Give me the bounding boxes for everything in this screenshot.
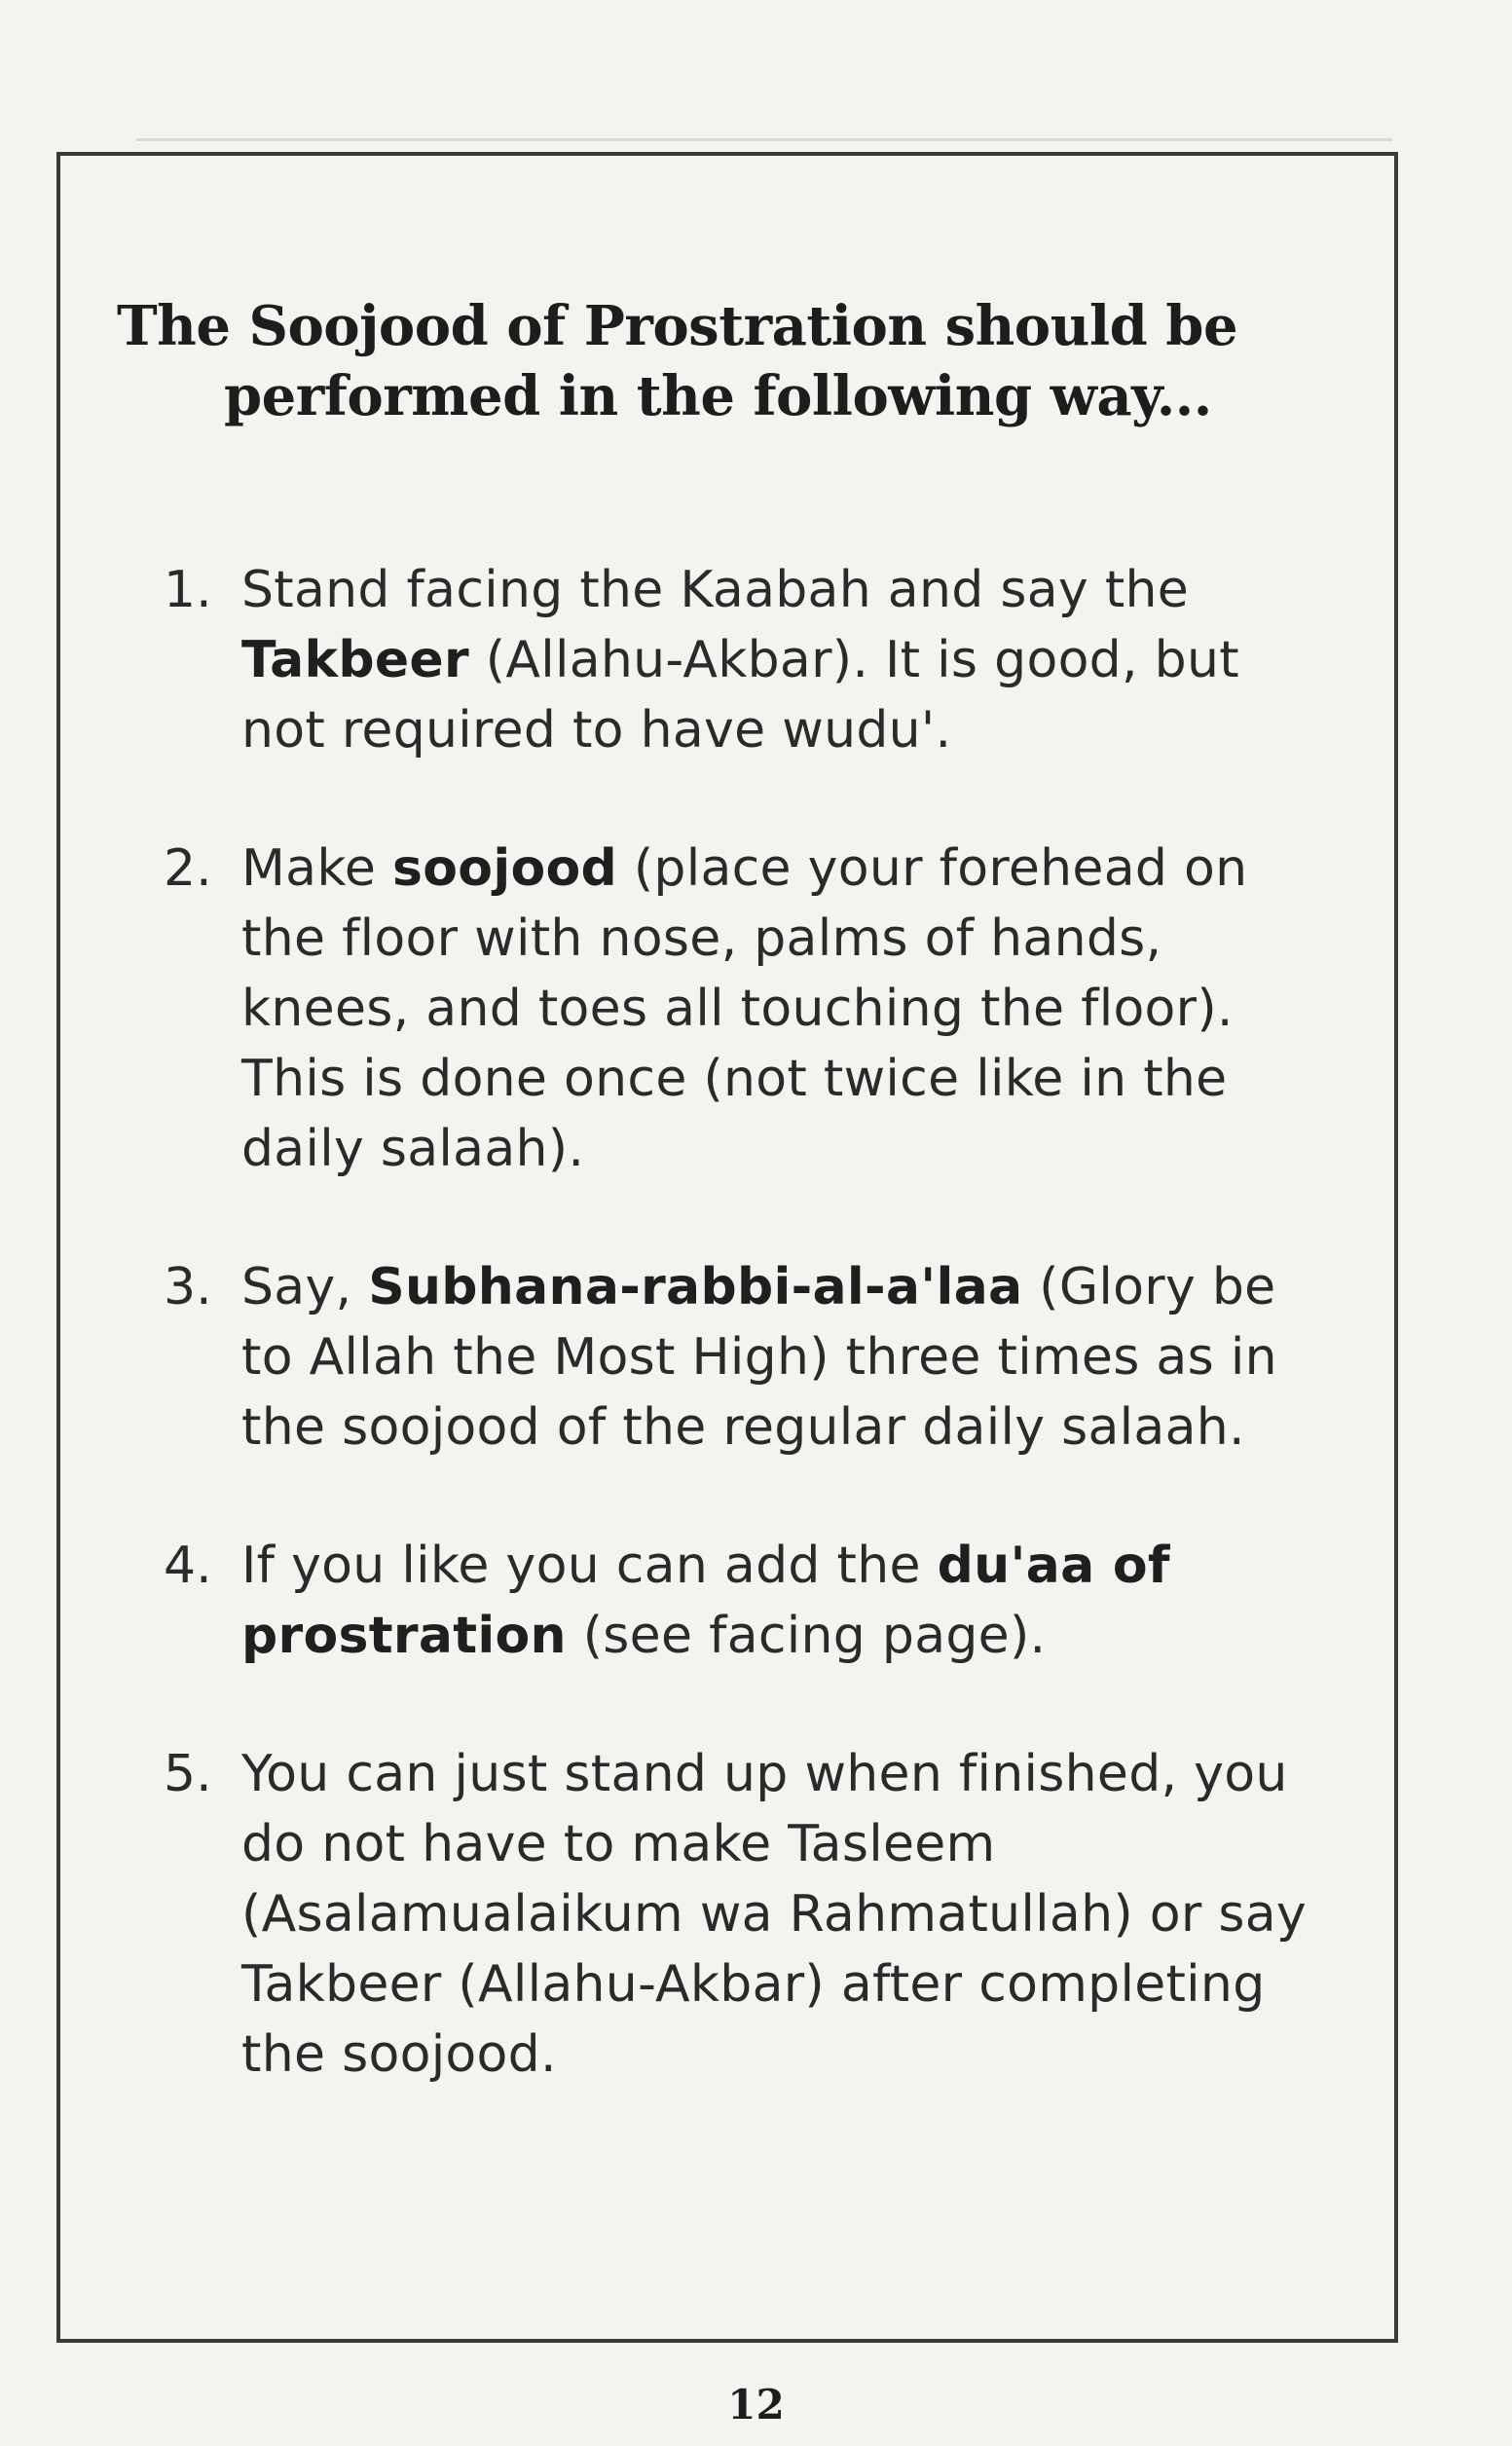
heading-line-2: performed in the following way... xyxy=(224,363,1212,428)
step-number: 5. xyxy=(164,1745,212,1803)
step-number: 1. xyxy=(164,561,212,619)
step-number: 3. xyxy=(164,1258,212,1316)
step-text-before: Say, xyxy=(241,1258,369,1316)
step-text-after: (place your forehead on the floor with nose, palms of hands, knees, and toes all touching the floor). This is done once (not twice like in the daily salaah). xyxy=(241,839,1248,1178)
step-text-bold: soojood xyxy=(392,839,618,898)
step-text-bold: Takbeer xyxy=(241,631,469,689)
steps-list xyxy=(164,555,1332,2158)
step-text-before: If you like you can add the xyxy=(241,1537,938,1595)
step-text xyxy=(241,834,1332,1184)
step-text-bold: Subhana-rabbi-al-a'laa xyxy=(368,1258,1023,1316)
step-text-after: (see facing page). xyxy=(566,1607,1047,1665)
step-item xyxy=(164,1252,1332,1463)
bleed-through-line xyxy=(136,138,1392,141)
step-item xyxy=(164,555,1332,765)
step-item xyxy=(164,1739,1332,2090)
step-text-before: Stand facing the Kaabah and say the xyxy=(241,561,1190,619)
step-text-bold: du'aa of prostration xyxy=(241,1537,1170,1665)
step-text-after: (Glory be to Allah the Most High) three times as in the soojood of the regular daily salaah. xyxy=(241,1258,1277,1457)
step-number: 4. xyxy=(164,1537,212,1595)
step-text-after: (Allahu-Akbar). It is good, but not required to have wudu'. xyxy=(241,631,1239,760)
step-item xyxy=(164,1531,1332,1671)
page-heading xyxy=(117,292,1285,431)
step-item xyxy=(164,834,1332,1184)
step-text-before: You can just stand up when finished, you do not have to make Tasleem (Asalamualaikum wa Rahmatullah) or say Takbeer (Allahu-Akbar) after completing the soojood. xyxy=(241,1745,1308,2084)
step-text xyxy=(241,1531,1332,1671)
step-text xyxy=(241,555,1332,765)
page-number: 12 xyxy=(727,2381,785,2428)
heading-line-1: The Soojood of Prostration should be xyxy=(117,294,1238,358)
step-text-before: Make xyxy=(241,839,393,898)
step-number: 2. xyxy=(164,839,212,898)
step-text xyxy=(241,1739,1332,2090)
step-text xyxy=(241,1252,1332,1463)
